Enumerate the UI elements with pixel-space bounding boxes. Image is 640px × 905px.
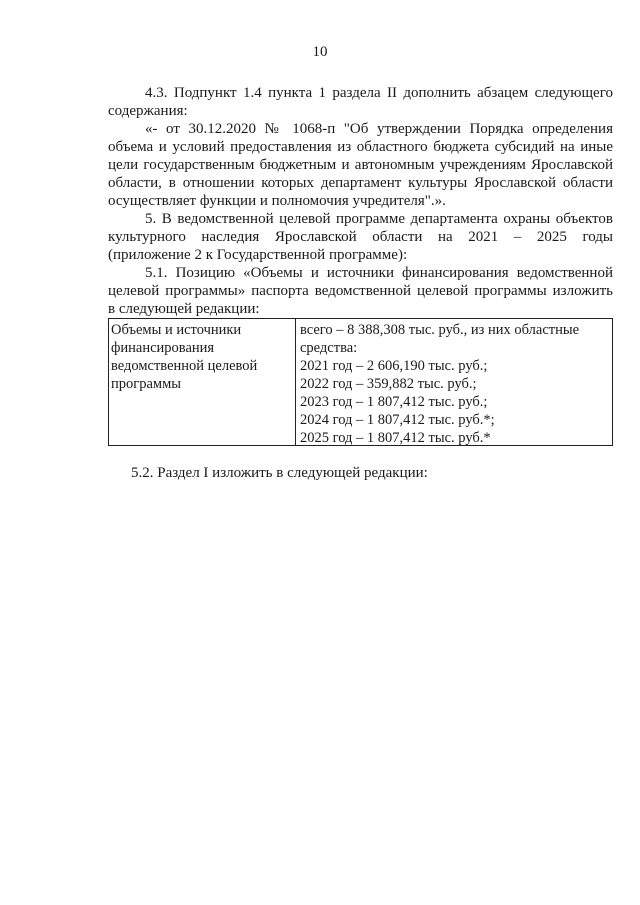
quote-line: «- от 30.12.2020 № 1068-п "Об утверждении Порядка определения [145, 121, 613, 137]
quote-line: объема и условий предоставления из областного бюджета субсидий на иные [108, 139, 613, 155]
paragraph-5-1-line: 5.1. Позицию «Объемы и источники финансирования ведомственной [145, 265, 613, 281]
paragraph-5-1-line: целевой программы» паспорта ведомственной целевой программы изложить [108, 283, 613, 299]
paragraph-5-line: культурного наследия Ярославской области на 2021 – 2025 годы [108, 229, 613, 245]
label-line: финансирования [111, 340, 215, 356]
financing-table-label-cell [109, 319, 296, 445]
quote-line: осуществляет функции и полномочия учредителя".». [108, 193, 446, 209]
paragraph-5-line: 5. В ведомственной целевой программе департамента охраны объектов [145, 211, 613, 227]
label-line: ведомственной целевой [111, 358, 258, 374]
value-line: 2022 год – 359,882 тыс. руб.; [300, 376, 477, 392]
label-line: программы [111, 376, 181, 392]
paragraph-5-line: (приложение 2 к Государственной программе): [108, 247, 408, 263]
paragraph-4-3-line: 4.3. Подпункт 1.4 пункта 1 раздела II дополнить абзацем следующего [145, 85, 613, 101]
value-line: средства: [300, 340, 358, 356]
value-line: 2021 год – 2 606,190 тыс. руб.; [300, 358, 488, 374]
paragraph-5-1-line: в следующей редакции: [108, 301, 260, 317]
financing-table [108, 318, 613, 446]
page-number: 10 [312, 44, 328, 60]
value-line: 2024 год – 1 807,412 тыс. руб.*; [300, 412, 495, 428]
financing-table-value-cell [296, 319, 612, 445]
label-line: Объемы и источники [111, 322, 242, 338]
paragraph-5-2: 5.2. Раздел I изложить в следующей редакции: [131, 465, 428, 481]
quote-line: цели государственным бюджетным и автономным учреждениям Ярославской [108, 157, 613, 173]
quote-line: области, в отношении которых департамент культуры Ярославской области [108, 175, 613, 191]
value-line: 2025 год – 1 807,412 тыс. руб.* [300, 430, 491, 446]
value-line: всего – 8 388,308 тыс. руб., из них областные [300, 322, 580, 338]
paragraph-4-3-line: содержания: [108, 103, 188, 119]
value-line: 2023 год – 1 807,412 тыс. руб.; [300, 394, 488, 410]
